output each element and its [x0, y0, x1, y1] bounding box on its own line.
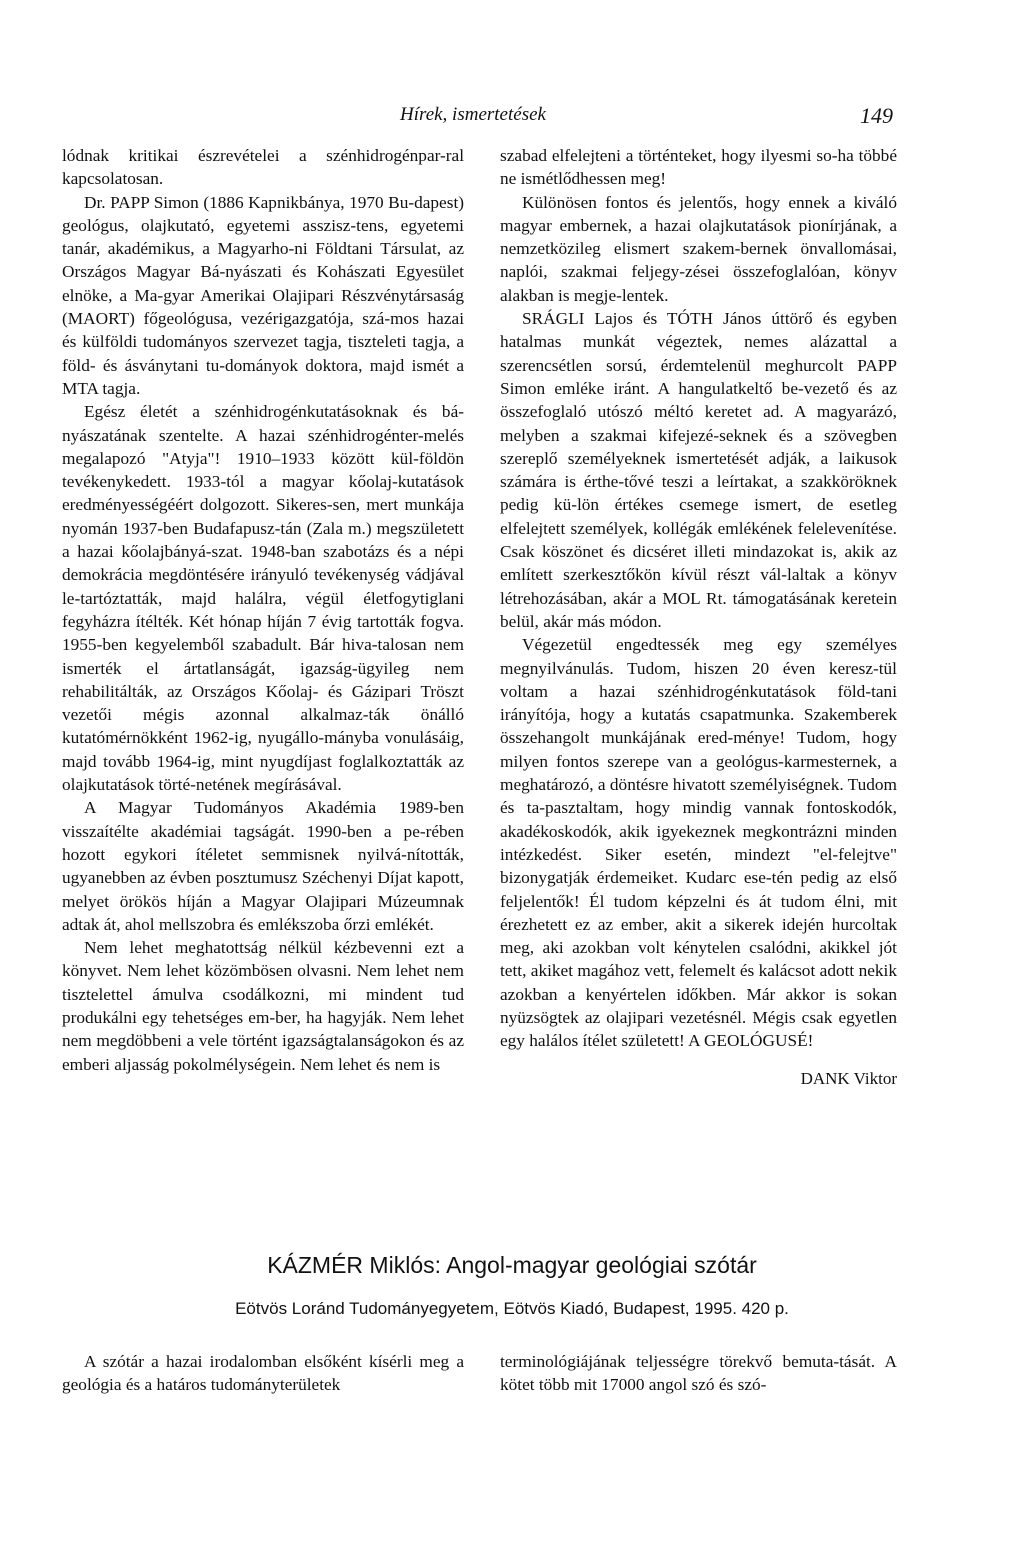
- running-head: Hírek, ismertetések: [400, 104, 546, 125]
- paragraph: terminológiájának teljességre törekvő bemuta-tását. A kötet több mit 17000 angol szó és szó-: [500, 1352, 897, 1395]
- review-title: KÁZMÉR Miklós: Angol-magyar geológiai szótár: [267, 1252, 757, 1278]
- paragraph: Végezetül engedtessék meg egy személyes megnyilvánulás. Tudom, hiszen 20 éven keresz-tül voltam a hazai szénhidrogénkutatások föld-tani irányítója, hogy a kutatás csapatmunka. Szakemberek összehangolt munkájának ered-ménye! Tudom, hogy milyen fontos szerepe van a geológus-karmesternek, a meghatározó, a döntésre hivatott személyiségnek. Tudom és ta-pasztaltam, hogy mindig vannak fontoskodók, akadékoskodók, akik igyekeznek megkontrázni minden intézkedést. Siker esetén, mindezt "el-felejtve" bizonygatják érdemeiket. Kudarc ese-tén pedig az első feljelentők! Él tudom képzelni és át tudom élni, mit érezhetett ez az ember, akit a sikerek idején hurcoltak meg, aki azokban volt kénytelen csalódni, akikkel jót tett, akiket magához vett, felemelt és kalácsot adott nekik azokban a kenyértelen időkben. Már akkor is sokan nyüzsögtek az olajipari vezetésnél. Mégis csak egyetlen egy halálos ítélet született! A GEOLÓGUSÉ!: [500, 635, 897, 1051]
- paragraph: A szótár a hazai irodalomban elsőként kísérli meg a geológia és a határos tudományterületek: [62, 1352, 464, 1395]
- right-column: [500, 144, 897, 1090]
- paragraph: Nem lehet meghatottság nélkül kézbevenni ezt a könyvet. Nem lehet közömbösen olvasni. Nem lehet nem tisztelettel ámulva csodálkozni, mi mindent tud produkálni egy tehetséges em-ber, ha hagyják. Nem lehet nem megdöbbeni a vele történt igazságtalanságokon és az emberi aljasság pokolmélységein. Nem lehet és nem is: [62, 938, 464, 1074]
- paragraph: szabad elfelejteni a történteket, hogy ilyesmi so-ha többé ne ismétlődhessen meg!: [500, 146, 897, 189]
- review-left-column: [62, 1350, 464, 1397]
- review-right-column: [500, 1350, 897, 1397]
- paragraph: Különösen fontos és jelentős, hogy ennek a kiváló magyar embernek, a hazai olajkutatások pionírjának, a nemzetközileg elismert szakem-bernek önvallomásai, naplói, szakmai feljegy-zései összefoglalóan, könyv alakban is megje-lentek.: [500, 192, 897, 305]
- paragraph: Dr. PAPP Simon (1886 Kapnikbánya, 1970 Bu-dapest) geológus, olajkutató, egyetemi asszisz-tens, egyetemi tanár, akadémikus, a Magyarho-ni Földtani Társulat, az Országos Magyar Bá-nyászati és Kohászati Egyesület elnöke, a Ma-gyar Amerikai Olajipari Részvénytársaság (MAORT) főgeológusa, vezérigazgatója, szá-mos hazai és külföldi tudományos szervezet tagja, tiszteleti tagja, a föld- és ásványtani tu-dományok doktora, majd ismét a MTA tagja.: [62, 192, 464, 398]
- paragraph: SRÁGLI Lajos és TÓTH János úttörő és egyben hatalmas munkát végeztek, nemes alázattal a szerencsétlen sorsú, érdemtelenül meghurcolt PAPP Simon emléke iránt. A hangulatkeltő be-vezető és az összefoglaló utószó méltó keretet ad. A magyarázó, melyben a szakmai kifejezé-seknek és a szövegben szereplő személyeknek ismertetését adják, a laikusok számára is érthe-tővé teszi a leírtakat, a szakköröknek pedig kü-lön értékes csemege ismert, de esetleg elfelejtett személyek, kollégák emlékének felelevenítése. Csak köszönet és dicséret illeti mindazokat is, akik az említett szerkesztőkön kívül részt vál-laltak a könyv létrehozásában, akár a MOL Rt. támogatásának keretein belül, akár más módon.: [500, 309, 897, 631]
- page-number: 149: [860, 103, 893, 128]
- paragraph: Egész életét a szénhidrogénkutatásoknak és bá-nyászatának szentelte. A hazai szénhidrogénter-melés megalapozó "Atyja"! 1910–1933 között kül-földön tevékenykedett. 1933-tól a magyar kőolaj-kutatások eredményességéért dolgozott. Sikeres-sen, mert munkája nyomán 1937-ben Budafapusz-tán (Zala m.) megszületett a hazai kőolajbányá-szat. 1948-ban szabotázs és a népi demokrácia megdöntésére irányuló tevékenység vádjával le-tartóztatták, majd halálra, végül életfogytiglani fegyházra ítélték. Két hónap híján 7 évig tartották fogva. 1955-ben kegyelemből szabadult. Bár hiva-talosan nem ismerték el ártatlanságát, igazság-ügyileg nem rehabilitálták, az Országos Kőolaj- és Gázipari Tröszt vezetői mégis azonnal alkalmaz-ták önálló kutatómérnökként 1962-ig, nyugállo-mányba vonulásáig, majd tovább 1964-ig, mint nyugdíjast foglalkoztatták az olajkutatások törté-netének megírásával.: [62, 402, 464, 795]
- review-publication-info: Eötvös Loránd Tudományegyetem, Eötvös Kiadó, Budapest, 1995. 420 p.: [235, 1299, 789, 1318]
- paragraph: A Magyar Tudományos Akadémia 1989-ben visszaítélte akadémiai tagságát. 1990-ben a pe-rében hozott egykori ítéletet semmisnek nyilvá-nították, ugyanebben az évben posztumusz Széchenyi Díjat kapott, melyet örökös híján a Magyar Olajipari Múzeumnak adtak át, ahol mellszobra és emlékszoba őrzi emlékét.: [62, 798, 464, 934]
- paragraph: lódnak kritikai észrevételei a szénhidrogénpar-ral kapcsolatosan.: [62, 146, 464, 189]
- author-signature: DANK Viktor: [800, 1068, 897, 1088]
- left-column: [62, 144, 464, 1076]
